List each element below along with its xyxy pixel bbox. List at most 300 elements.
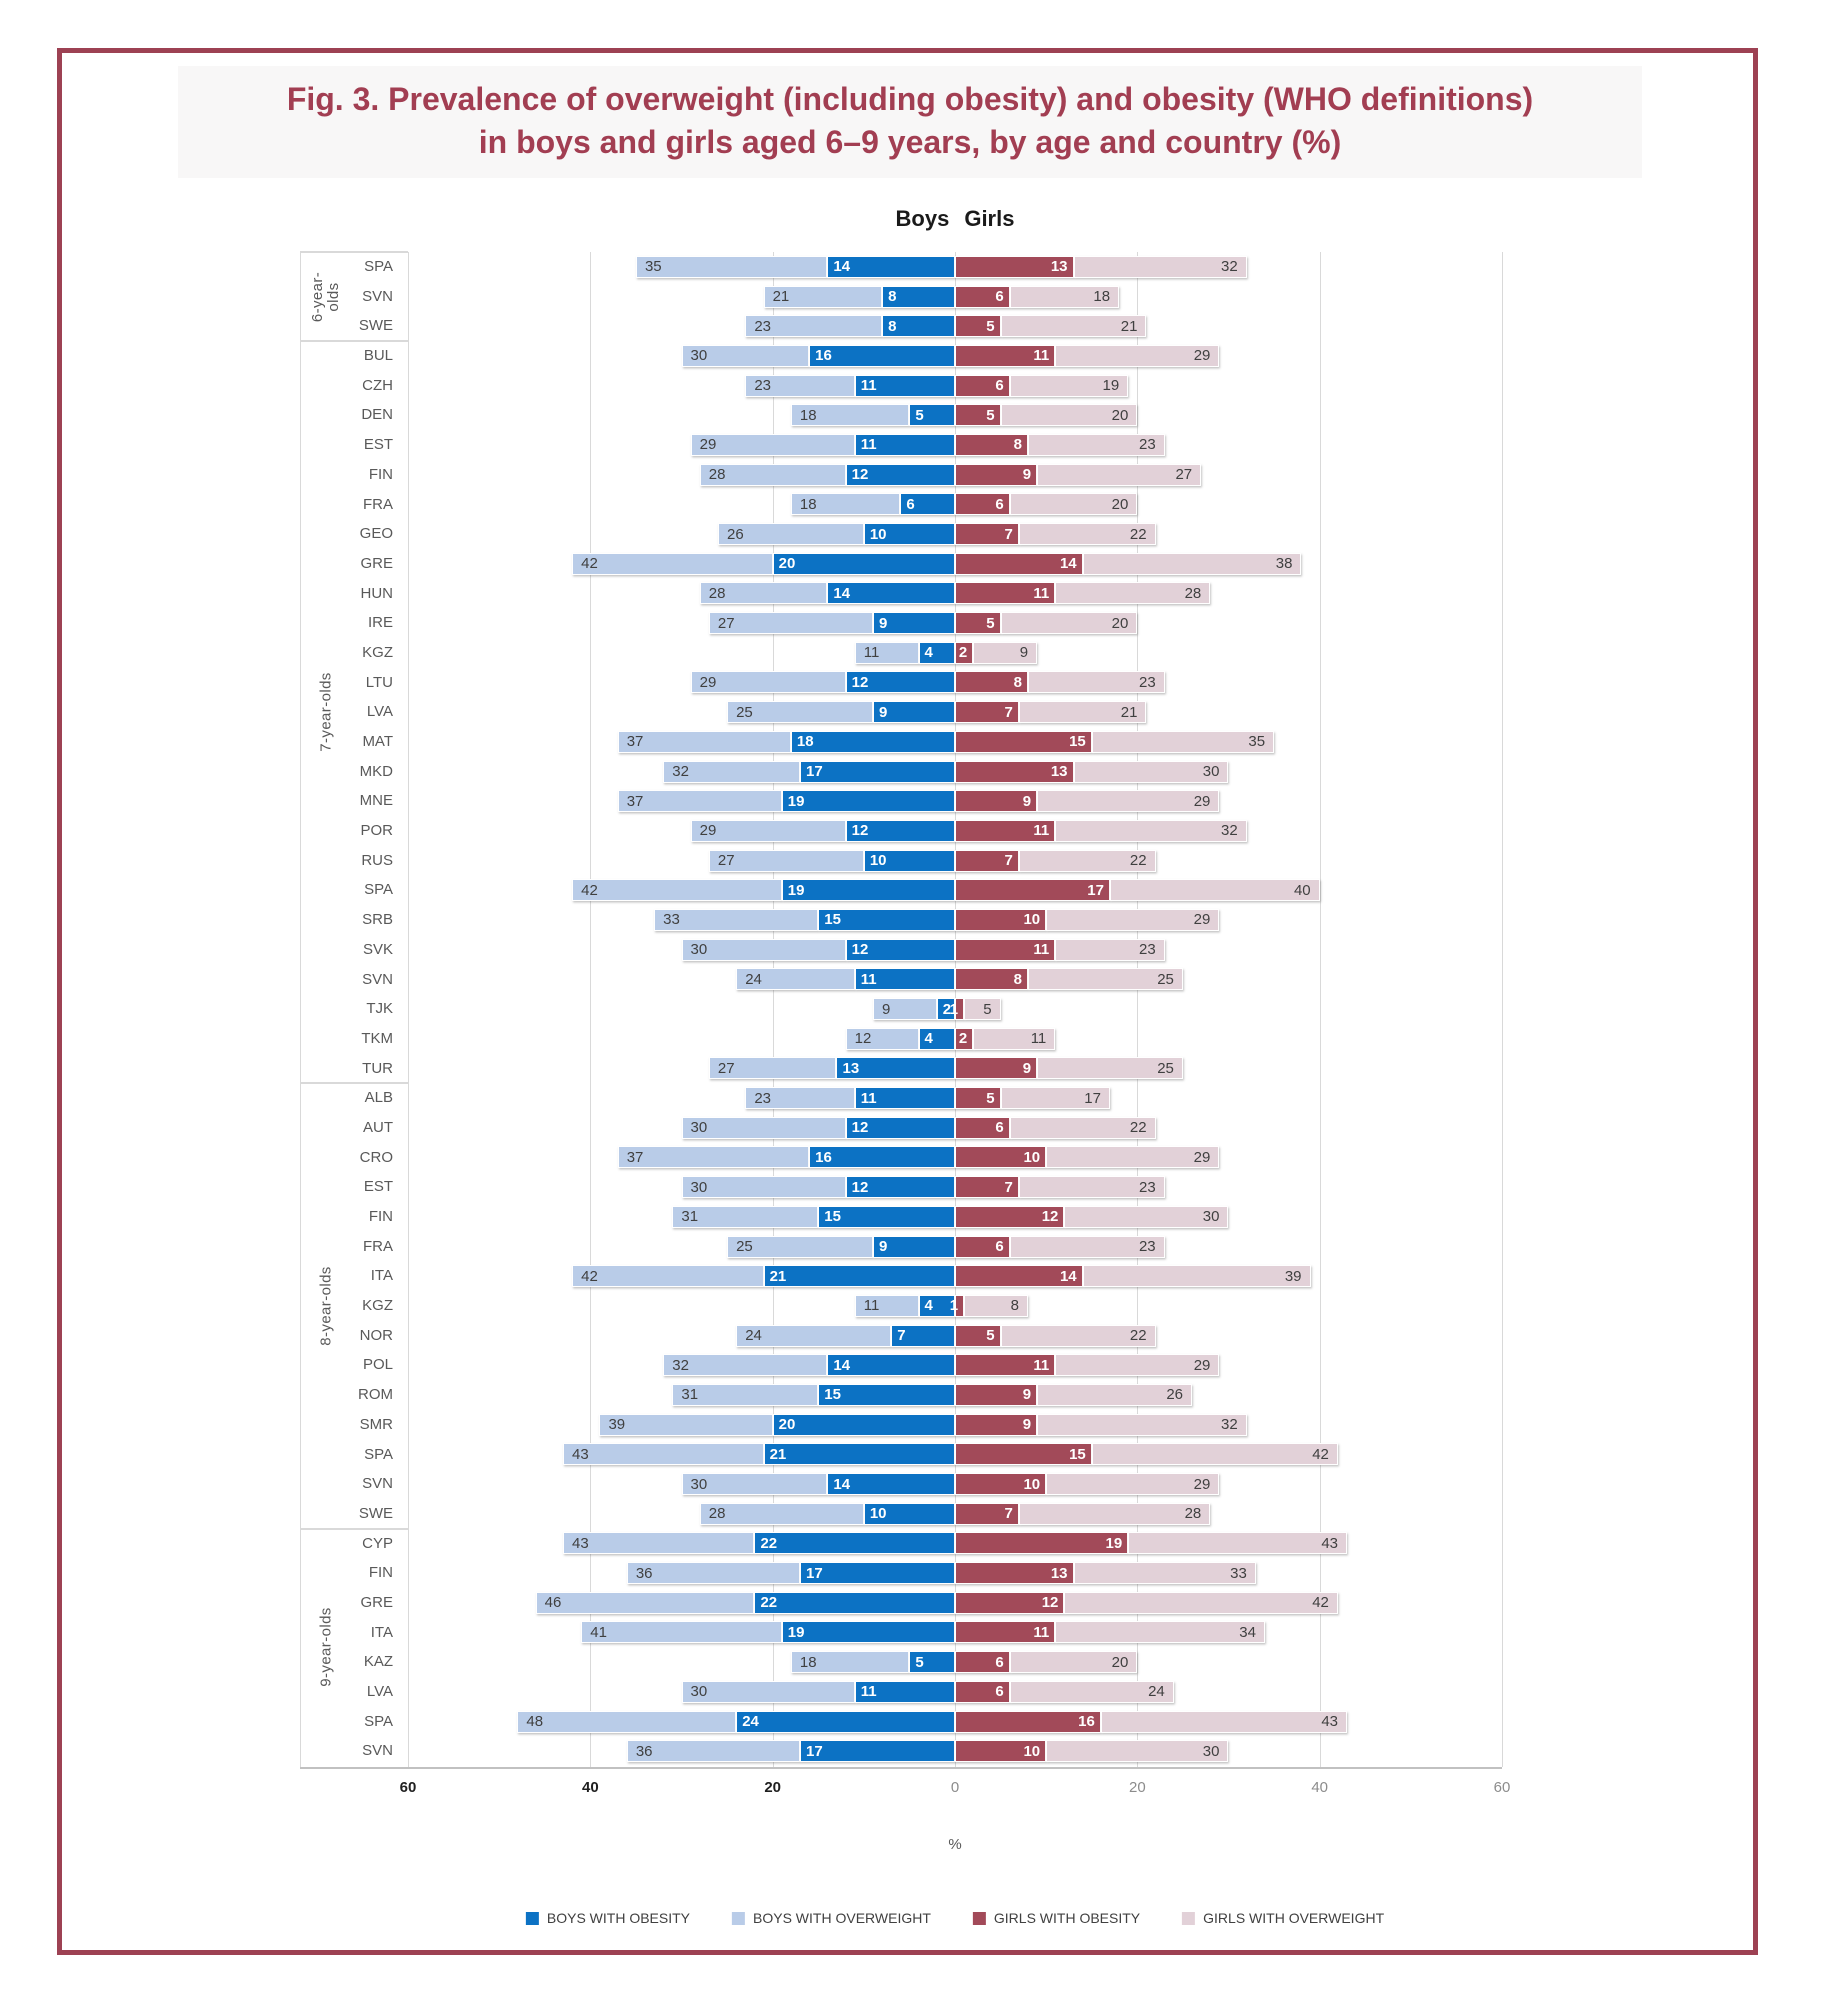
girls-obesity-segment <box>955 909 1046 931</box>
girls-overweight-segment-value: 26 <box>1166 1386 1184 1404</box>
girls-obesity-segment <box>955 1443 1092 1465</box>
boys-bar <box>408 256 955 278</box>
gridline <box>1502 252 1503 1767</box>
girls-overweight-segment <box>1028 968 1183 990</box>
boys-overweight-segment-value: 39 <box>608 1416 626 1434</box>
boys-obesity-segment <box>818 909 955 931</box>
girls-overweight-segment-value: 22 <box>1129 852 1147 870</box>
girls-bar <box>955 375 1502 397</box>
boys-overweight-segment <box>846 1028 919 1050</box>
boys-overweight-segment <box>572 1265 763 1287</box>
boys-obesity-segment <box>846 939 955 961</box>
country-label: KAZ <box>363 1653 393 1671</box>
x-axis-tick: 20 <box>1128 1779 1146 1796</box>
legend-swatch <box>732 1912 745 1925</box>
boys-obesity-segment <box>809 1146 955 1168</box>
boys-overweight-segment-value: 26 <box>726 525 744 543</box>
girls-overweight-segment <box>973 1028 1055 1050</box>
boys-overweight-segment <box>791 404 910 426</box>
girls-overweight-segment-value: 8 <box>1010 1297 1019 1315</box>
country-row <box>352 519 1502 549</box>
boys-overweight-segment-value: 29 <box>699 822 717 840</box>
country-label: LVA <box>366 1683 393 1700</box>
girls-overweight-segment-value: 29 <box>1193 911 1211 929</box>
boys-obesity-segment <box>818 1384 955 1406</box>
girls-bar <box>955 850 1502 872</box>
girls-overweight-segment-value: 23 <box>1138 673 1156 691</box>
girls-overweight-segment <box>964 998 1000 1020</box>
boys-obesity-segment-value: 14 <box>833 258 851 276</box>
girls-obesity-segment <box>955 671 1028 693</box>
boys-obesity-segment-value: 12 <box>851 673 869 691</box>
girls-overweight-segment-value: 29 <box>1193 1148 1211 1166</box>
girls-bar <box>955 1028 1502 1050</box>
boys-obesity-segment-value: 19 <box>787 881 805 899</box>
girls-obesity-segment-value: 5 <box>986 614 995 632</box>
bar-pair <box>408 523 1502 545</box>
girls-overweight-segment <box>1064 1592 1338 1614</box>
girls-obesity-segment-value: 8 <box>1013 436 1022 454</box>
boys-overweight-segment-value: 46 <box>544 1594 562 1612</box>
girls-overweight-segment <box>1074 761 1229 783</box>
girls-obesity-segment-value: 13 <box>1050 1564 1068 1582</box>
girls-obesity-segment <box>955 642 973 664</box>
bar-pair <box>408 820 1502 842</box>
boys-overweight-segment <box>663 761 800 783</box>
bar-pair <box>408 1206 1502 1228</box>
boys-overweight-segment <box>517 1711 736 1733</box>
girls-overweight-segment <box>1128 1532 1347 1554</box>
girls-bar <box>955 553 1502 575</box>
girls-bar <box>955 1325 1502 1347</box>
girls-obesity-segment-value: 14 <box>1059 1267 1077 1285</box>
boys-bar <box>408 1651 955 1673</box>
girls-obesity-segment <box>955 1503 1019 1525</box>
boys-obesity-segment-value: 15 <box>824 1208 841 1226</box>
country-label: SRB <box>362 911 393 929</box>
boys-obesity-segment <box>773 1414 955 1436</box>
boys-overweight-segment <box>691 434 855 456</box>
bar-pair <box>408 1443 1502 1465</box>
boys-overweight-segment-value: 30 <box>690 1178 708 1196</box>
boys-overweight-segment-value: 30 <box>690 1119 708 1137</box>
country-row <box>352 994 1502 1024</box>
girls-bar <box>955 464 1502 486</box>
country-label: FIN <box>368 1208 393 1225</box>
country-row <box>352 1232 1502 1262</box>
bar-pair <box>408 1087 1502 1109</box>
girls-obesity-segment <box>955 1740 1046 1762</box>
boys-overweight-segment <box>572 553 773 575</box>
boys-overweight-segment <box>709 1057 837 1079</box>
boys-overweight-segment-value: 30 <box>690 1475 708 1493</box>
bar-pair <box>408 1176 1502 1198</box>
country-row <box>352 638 1502 668</box>
country-row <box>352 697 1502 727</box>
country-label: POR <box>360 822 393 840</box>
country-row <box>352 1469 1502 1499</box>
girls-overweight-segment-value: 22 <box>1129 1327 1147 1345</box>
girls-overweight-segment-value: 30 <box>1202 1742 1220 1760</box>
boys-obesity-segment-value: 12 <box>851 1178 869 1196</box>
girls-overweight-segment-value: 38 <box>1275 555 1293 573</box>
boys-overweight-segment <box>572 879 782 901</box>
boys-overweight-segment <box>682 1117 846 1139</box>
bar-pair <box>408 1592 1502 1614</box>
boys-obesity-segment-value: 11 <box>860 1683 877 1701</box>
boys-bar <box>408 1028 955 1050</box>
country-row <box>352 1677 1502 1707</box>
girls-obesity-segment <box>955 612 1001 634</box>
boys-obesity-segment-value: 6 <box>906 495 915 513</box>
boys-overweight-segment-value: 31 <box>681 1386 699 1404</box>
boys-obesity-segment <box>818 1206 955 1228</box>
girls-obesity-segment <box>955 1236 1010 1258</box>
country-label: SVK <box>362 940 393 958</box>
girls-bar <box>955 1087 1502 1109</box>
bar-pair <box>408 612 1502 634</box>
boys-obesity-segment <box>782 790 955 812</box>
boys-bar <box>408 1057 955 1079</box>
boys-bar <box>408 1325 955 1347</box>
boys-overweight-segment <box>691 671 846 693</box>
country-row <box>352 786 1502 816</box>
girls-overweight-segment-value: 28 <box>1184 1505 1202 1523</box>
boys-obesity-segment <box>736 1711 955 1733</box>
girls-overweight-segment <box>1037 790 1219 812</box>
age-group-label: 7-year-olds <box>317 672 335 752</box>
girls-overweight-segment <box>1019 701 1147 723</box>
boys-overweight-segment-value: 28 <box>708 466 726 484</box>
girls-overweight-segment-value: 21 <box>1120 317 1138 335</box>
x-axis-tick: 60 <box>1493 1779 1511 1796</box>
girls-overweight-segment <box>1055 1621 1265 1643</box>
boys-overweight-segment-value: 41 <box>590 1623 607 1641</box>
girls-overweight-segment <box>1092 1443 1338 1465</box>
boys-obesity-segment-value: 9 <box>878 703 888 721</box>
bar-pair <box>408 464 1502 486</box>
boys-obesity-segment <box>764 1443 955 1465</box>
girls-overweight-segment-value: 9 <box>1019 644 1029 662</box>
girls-obesity-segment-value: 10 <box>1023 1475 1041 1493</box>
age-group-label: 6-year-olds <box>309 271 342 322</box>
girls-bar <box>955 1503 1502 1525</box>
boys-obesity-segment <box>846 1117 955 1139</box>
boys-obesity-segment-value: 11 <box>860 377 877 395</box>
boys-overweight-segment <box>873 998 937 1020</box>
girls-obesity-segment-value: 6 <box>995 1653 1004 1671</box>
girls-bar <box>955 1651 1502 1673</box>
girls-obesity-segment-value: 7 <box>1004 1505 1013 1523</box>
boys-obesity-segment <box>800 1562 955 1584</box>
boys-bar <box>408 1117 955 1139</box>
boys-overweight-segment-value: 30 <box>690 941 708 959</box>
age-group <box>300 1529 1502 1767</box>
country-row <box>352 1736 1502 1766</box>
girls-obesity-segment-value: 5 <box>986 317 995 335</box>
country-row <box>352 846 1502 876</box>
boys-overweight-segment <box>563 1443 764 1465</box>
boys-overweight-segment-value: 25 <box>736 703 753 721</box>
boys-overweight-segment <box>691 820 846 842</box>
boys-bar <box>408 1711 955 1733</box>
country-row <box>352 371 1502 401</box>
girls-obesity-segment <box>955 582 1055 604</box>
boys-obesity-segment-value: 14 <box>833 1356 851 1374</box>
girls-bar <box>955 642 1502 664</box>
girls-obesity-segment <box>955 464 1037 486</box>
girls-bar <box>955 523 1502 545</box>
boys-obesity-segment-value: 4 <box>924 1030 933 1048</box>
boys-obesity-segment-value: 19 <box>787 792 805 810</box>
boys-obesity-segment <box>909 1651 955 1673</box>
boys-obesity-segment <box>873 612 955 634</box>
boys-overweight-segment <box>618 1146 809 1168</box>
boys-overweight-segment-value: 37 <box>626 733 644 751</box>
boys-header-label: Boys <box>895 206 950 231</box>
boys-obesity-segment-value: 15 <box>824 911 841 929</box>
girls-bar <box>955 493 1502 515</box>
age-group-label-cell <box>300 1083 352 1528</box>
country-label: ALB <box>364 1089 393 1107</box>
girls-obesity-segment <box>955 1473 1046 1495</box>
country-label: SPA <box>364 258 393 275</box>
girls-overweight-segment-value: 32 <box>1221 258 1238 276</box>
girls-bar <box>955 1057 1502 1079</box>
boys-overweight-segment <box>663 1354 827 1376</box>
girls-overweight-segment <box>1046 1740 1228 1762</box>
bar-pair <box>408 1265 1502 1287</box>
girls-obesity-segment-value: 16 <box>1078 1713 1095 1731</box>
country-row <box>352 1529 1502 1559</box>
country-label: FRA <box>363 495 393 513</box>
x-axis-line <box>300 1767 1502 1769</box>
center-header <box>896 206 1015 232</box>
boys-overweight-segment <box>709 850 864 872</box>
girls-obesity-segment-value: 1 <box>949 1000 959 1018</box>
country-label: TKM <box>361 1029 393 1047</box>
boys-overweight-segment-value: 24 <box>745 1327 762 1345</box>
boys-overweight-segment-value: 48 <box>526 1713 544 1731</box>
country-row <box>352 1291 1502 1321</box>
girls-bar <box>955 1354 1502 1376</box>
boys-overweight-segment-value: 37 <box>626 1148 644 1166</box>
girls-obesity-segment-value: 6 <box>995 288 1004 306</box>
boys-overweight-segment <box>700 464 846 486</box>
boys-overweight-segment <box>791 1651 910 1673</box>
boys-bar <box>408 790 955 812</box>
girls-bar <box>955 1265 1502 1287</box>
legend-item <box>1182 1910 1384 1926</box>
girls-obesity-segment-value: 11 <box>1033 1623 1050 1641</box>
boys-overweight-segment-value: 29 <box>699 673 717 691</box>
age-group-rows <box>352 1529 1502 1767</box>
legend <box>526 1910 1384 1926</box>
bar-pair <box>408 1621 1502 1643</box>
bar-pair <box>408 1414 1502 1436</box>
girls-overweight-segment-value: 11 <box>1030 1030 1047 1048</box>
boys-overweight-segment-value: 29 <box>699 436 717 454</box>
boys-obesity-segment-value: 12 <box>851 1119 869 1137</box>
girls-overweight-segment-value: 29 <box>1193 1475 1211 1493</box>
girls-overweight-segment <box>1083 1265 1311 1287</box>
girls-overweight-segment-value: 43 <box>1321 1534 1338 1552</box>
legend-swatch <box>973 1912 986 1925</box>
girls-overweight-segment-value: 25 <box>1157 1059 1174 1077</box>
girls-obesity-segment <box>955 1117 1010 1139</box>
boys-bar <box>408 582 955 604</box>
legend-label: GIRLS WITH OBESITY <box>993 1910 1141 1926</box>
girls-overweight-segment <box>1010 375 1129 397</box>
girls-obesity-segment-value: 8 <box>1013 970 1022 988</box>
boys-obesity-segment-value: 10 <box>869 1505 887 1523</box>
girls-obesity-segment <box>955 404 1001 426</box>
girls-overweight-segment <box>1019 1503 1210 1525</box>
country-label: FRA <box>363 1237 393 1255</box>
boys-overweight-segment-value: 30 <box>690 1683 708 1701</box>
bar-pair <box>408 761 1502 783</box>
boys-obesity-segment <box>919 642 955 664</box>
boys-obesity-segment <box>846 464 955 486</box>
boys-overweight-segment-value: 32 <box>672 1356 689 1374</box>
country-row <box>352 430 1502 460</box>
boys-overweight-segment <box>563 1532 754 1554</box>
girls-obesity-segment <box>949 1295 964 1317</box>
girls-bar <box>949 998 1502 1020</box>
boys-overweight-segment <box>745 375 854 397</box>
bar-pair <box>408 1236 1502 1258</box>
country-label: TUR <box>362 1059 393 1077</box>
girls-obesity-segment <box>955 493 1010 515</box>
girls-obesity-segment <box>955 345 1055 367</box>
boys-obesity-segment-value: 15 <box>824 1386 841 1404</box>
girls-obesity-segment <box>955 1681 1010 1703</box>
legend-label: GIRLS WITH OVERWEIGHT <box>1203 1910 1385 1926</box>
boys-bar <box>408 553 955 575</box>
boys-overweight-segment <box>727 1236 873 1258</box>
boys-overweight-segment-value: 28 <box>708 584 726 602</box>
girls-obesity-segment-value: 6 <box>995 1683 1004 1701</box>
country-row <box>352 905 1502 935</box>
boys-obesity-segment <box>846 671 955 693</box>
country-label: RUS <box>361 851 393 869</box>
girls-obesity-segment <box>955 1028 973 1050</box>
boys-overweight-segment <box>682 1473 828 1495</box>
bar-pair <box>408 790 1502 812</box>
boys-bar <box>408 1146 955 1168</box>
boys-bar <box>408 1354 955 1376</box>
boys-obesity-segment-value: 21 <box>769 1445 787 1463</box>
girls-obesity-segment <box>955 1592 1064 1614</box>
boys-obesity-segment <box>773 553 955 575</box>
boys-bar <box>408 642 955 664</box>
bar-pair <box>408 1295 1502 1317</box>
boys-bar <box>408 671 955 693</box>
boys-overweight-segment-value: 36 <box>635 1564 653 1582</box>
girls-obesity-segment <box>955 968 1028 990</box>
girls-obesity-segment-value: 7 <box>1004 852 1013 870</box>
girls-obesity-segment-value: 9 <box>1022 1386 1032 1404</box>
boys-bar <box>408 1176 955 1198</box>
boys-bar <box>408 879 955 901</box>
girls-obesity-segment-value: 10 <box>1023 1148 1041 1166</box>
country-label: ITA <box>370 1623 393 1641</box>
girls-overweight-segment <box>1055 939 1164 961</box>
bar-pair <box>408 1473 1502 1495</box>
girls-bar <box>955 315 1502 337</box>
country-label: SVN <box>362 970 393 988</box>
girls-overweight-segment-value: 40 <box>1293 881 1311 899</box>
bar-pair <box>408 1117 1502 1139</box>
girls-overweight-segment-value: 24 <box>1148 1683 1165 1701</box>
girls-overweight-segment-value: 33 <box>1230 1564 1247 1582</box>
country-label: SWE <box>358 317 393 335</box>
bar-pair <box>408 1325 1502 1347</box>
boys-obesity-segment-value: 20 <box>778 1416 796 1434</box>
boys-obesity-segment <box>836 1057 955 1079</box>
girls-bar <box>955 1206 1502 1228</box>
boys-bar <box>408 286 955 308</box>
girls-obesity-segment <box>955 553 1083 575</box>
girls-obesity-segment-value: 5 <box>986 406 995 424</box>
girls-overweight-segment <box>1019 1176 1165 1198</box>
boys-obesity-segment <box>764 1265 955 1287</box>
girls-obesity-segment <box>955 939 1055 961</box>
bar-pair <box>408 1711 1502 1733</box>
girls-obesity-segment-value: 6 <box>995 1119 1004 1137</box>
age-group-label-cell <box>300 252 352 341</box>
girls-overweight-segment <box>1110 879 1320 901</box>
boys-bar <box>408 1592 955 1614</box>
boys-obesity-segment-value: 21 <box>769 1267 787 1285</box>
country-label: CYP <box>362 1534 393 1552</box>
country-label: SVN <box>362 1475 393 1493</box>
boys-obesity-segment <box>846 1176 955 1198</box>
boys-overweight-segment-value: 11 <box>863 1297 880 1315</box>
boys-overweight-segment <box>682 1681 855 1703</box>
boys-overweight-segment <box>700 1503 864 1525</box>
girls-overweight-segment <box>1055 582 1210 604</box>
girls-obesity-segment <box>955 879 1110 901</box>
boys-obesity-segment <box>846 820 955 842</box>
girls-overweight-segment-value: 21 <box>1120 703 1138 721</box>
girls-overweight-segment <box>1055 345 1219 367</box>
boys-overweight-segment-value: 18 <box>799 1653 817 1671</box>
girls-bar <box>955 701 1502 723</box>
girls-bar <box>955 612 1502 634</box>
girls-obesity-segment <box>955 1176 1019 1198</box>
boys-obesity-segment <box>782 879 955 901</box>
girls-overweight-segment <box>1101 1711 1347 1733</box>
boys-overweight-segment-value: 23 <box>754 1089 772 1107</box>
country-label: DEN <box>361 406 393 424</box>
girls-overweight-segment-value: 42 <box>1312 1445 1329 1463</box>
country-label: SVN <box>362 1742 393 1760</box>
boys-bar <box>408 761 955 783</box>
boys-obesity-segment-value: 14 <box>833 584 851 602</box>
girls-overweight-segment-value: 42 <box>1312 1594 1329 1612</box>
girls-obesity-segment <box>955 850 1019 872</box>
country-row <box>352 1143 1502 1173</box>
country-row <box>352 1618 1502 1648</box>
girls-obesity-segment <box>955 1384 1037 1406</box>
girls-overweight-segment-value: 18 <box>1093 288 1111 306</box>
legend-swatch <box>1182 1912 1195 1925</box>
girls-obesity-segment-value: 11 <box>1033 347 1050 365</box>
boys-obesity-segment-value: 13 <box>842 1059 860 1077</box>
age-group <box>300 1083 1502 1528</box>
boys-overweight-segment-value: 12 <box>854 1030 872 1048</box>
